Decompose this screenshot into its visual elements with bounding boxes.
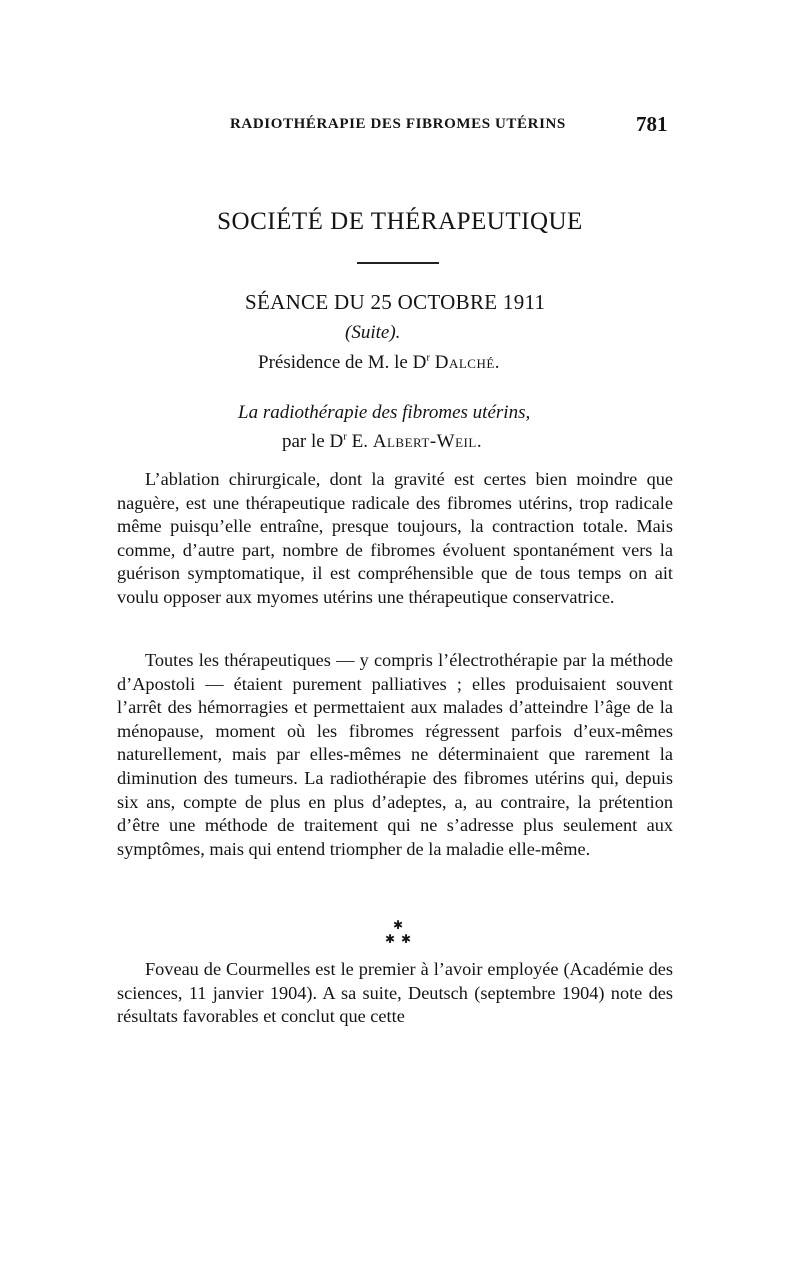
asterism-left-star: ✱	[385, 932, 396, 946]
asterism-right-star: ✱	[401, 932, 412, 946]
society-title: SOCIÉTÉ DE THÉRAPEUTIQUE	[217, 208, 583, 235]
section-break-asterism	[383, 918, 413, 952]
byline-end: .	[476, 431, 482, 452]
presidence-line	[258, 352, 500, 374]
running-head: RADIOTHÉRAPIE DES FIBROMES UTÉRINS	[230, 116, 566, 132]
presidence-end: .	[494, 352, 500, 373]
byline-name: Albert-Weil	[372, 431, 477, 452]
asterism-top-star: ✱	[393, 918, 404, 932]
presidence-name: Dalché	[434, 352, 495, 373]
byline-sup: r	[343, 430, 347, 443]
page-number: 781	[636, 112, 668, 136]
session-continued: (Suite).	[345, 322, 401, 343]
session-title: SÉANCE DU 25 OCTOBRE 1911	[245, 290, 546, 314]
presidence-sup: r	[426, 351, 430, 364]
byline-initial: E.	[346, 431, 373, 452]
presidence-prefix: Présidence de M. le D	[258, 352, 427, 373]
paragraph-1: L’ablation chirurgicale, dont la gravité est certes bien moindre que naguère, est une thérapeutique radicale des fibromes utérins, trop radicale même puisqu’elle entraîne, presque toujours, la contraction totale. Mais comme, d’autre part, nombre de fibromes évoluent spontanément vers la guérison symptomatique, il est compréhensible que de tous temps on ait voulu opposer aux myomes utérins une thérapeutique conservatrice.	[117, 469, 673, 607]
paragraph-2: Toutes les thérapeutiques — y compris l’électrothérapie par la méthode d’Apostoli — étaient purement palliatives ; elles produisaient souvent l’arrêt des hémorragies et permettaient aux malades d’atteindre l’âge de la ménopause, moment où les fibromes régressent parfois d’eux-mêmes naturellement, mais par elles-mêmes ne déterminaient que rarement la diminution des tumeurs. La radiothérapie des fibromes utérins qui, depuis six ans, compte de plus en plus d’adeptes, a, au contraire, la prétention d’être une méthode de traitement qui ne s’adresse plus seulement aux symptômes, mais qui entend triompher de la maladie elle-même.	[117, 650, 673, 859]
article-title: La radiothérapie des fibromes utérins,	[238, 402, 531, 423]
byline-prefix: par le D	[282, 431, 344, 452]
paragraph-3: Foveau de Courmelles est le premier à l’avoir employée (Académie des sciences, 11 janvier 1904). A sa suite, Deutsch (septembre 1904) note des résultats favorables et conclut que cette	[117, 959, 673, 1027]
byline	[282, 431, 482, 453]
title-rule	[357, 262, 439, 264]
